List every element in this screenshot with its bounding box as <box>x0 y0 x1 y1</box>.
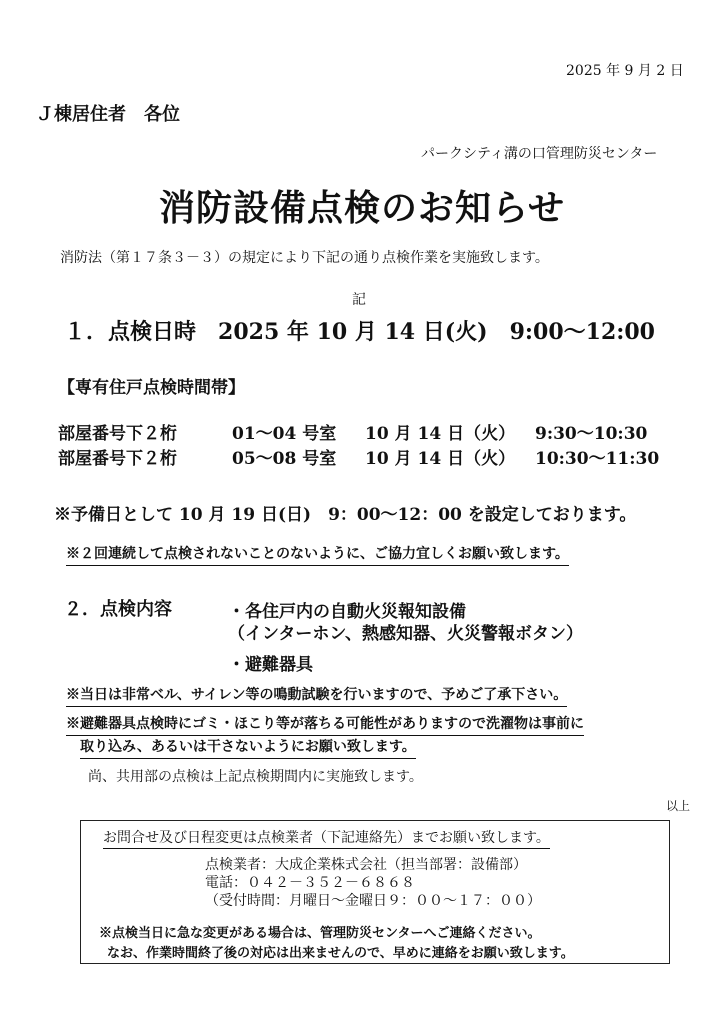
room-row-label: 部屋番号下２桁 <box>58 449 177 469</box>
room-row <box>58 444 660 469</box>
room-row-label: 部屋番号下２桁 <box>58 424 177 444</box>
reserve-date-text: ※予備日として 10 月 19 日(日) 9：00～12：00 を設定しております。 <box>54 505 637 525</box>
section1-datetime: 2025 年 10 月 14 日(火) 9:00～12:00 <box>218 319 655 345</box>
section1-label: １．点検日時 <box>64 319 197 345</box>
inspection-item-evacuation: ・避難器具 <box>228 655 313 675</box>
contact-note2: なお、作業時間終了後の対応は出来ませんので、早めに連絡をお願い致します。 <box>107 946 574 961</box>
laundry-note-line1: ※避難器具点検時にゴミ・ほこり等が落ちる可能性がありますので洗濯物は事前に <box>66 713 584 736</box>
contact-company: 点検業者：大成企業株式会社（担当部署：設備部） <box>205 857 527 873</box>
room-row-time: 10:30～11:30 <box>535 449 660 469</box>
recipient: Ｊ棟居住者 各位 <box>36 104 180 125</box>
room-row-time: 9:30～10:30 <box>535 424 648 444</box>
contact-heading: お問合せ及び日程変更は点検業者（下記連絡先）までお願い致します。 <box>103 827 550 849</box>
section1-heading <box>64 315 655 346</box>
room-row-date: 10 月 14 日（火） <box>365 449 516 469</box>
sender: パークシティ溝の口管理防災センター <box>421 146 658 162</box>
inspection-item-detail: （インターホン、熱感知器、火災警報ボタン） <box>228 624 583 644</box>
room-row-rooms: 01～04 号室 <box>232 424 337 444</box>
contact-box <box>80 820 670 964</box>
common-area-note: 尚、共用部の点検は上記点検期間内に実施致します。 <box>88 769 423 785</box>
laundry-note-line2: 取り込み、あるいは干さないようにお願い致します。 <box>80 736 416 759</box>
section2-label: ２．点検内容 <box>64 599 172 620</box>
section1-subtitle: 【専有住戸点検時間帯】 <box>58 378 245 398</box>
ki-marker: 記 <box>352 292 366 308</box>
intro-text: 消防法（第１７条３－３）の規定により下記の通り点検作業を実施致します。 <box>60 250 549 266</box>
alarm-test-note: ※当日は非常ベル、サイレン等の鳴動試験を行いますので、予めご了承下さい。 <box>66 684 567 707</box>
notice-date: 2025 年 9 月 2 日 <box>566 63 684 79</box>
room-row-date: 10 月 14 日（火） <box>365 424 516 444</box>
inspection-item-fire-alarm: ・各住戸内の自動火災報知設備 <box>228 602 466 622</box>
document-title: 消防設備点検のお知らせ <box>159 187 565 229</box>
closing-mark: 以上 <box>666 799 691 813</box>
cooperation-note: ※２回連続して点検されないことのないように、ご協力宜しくお願い致します。 <box>66 543 569 566</box>
room-row-rooms: 05～08 号室 <box>232 449 337 469</box>
room-row <box>58 419 648 444</box>
contact-note1: ※点検当日に急な変更がある場合は、管理防災センターへご連絡ください。 <box>99 926 541 941</box>
contact-phone: 電話：０４２－３５２－６８６８ <box>205 875 415 891</box>
contact-hours: （受付時間：月曜日～金曜日９：００～１７：００） <box>205 893 541 909</box>
